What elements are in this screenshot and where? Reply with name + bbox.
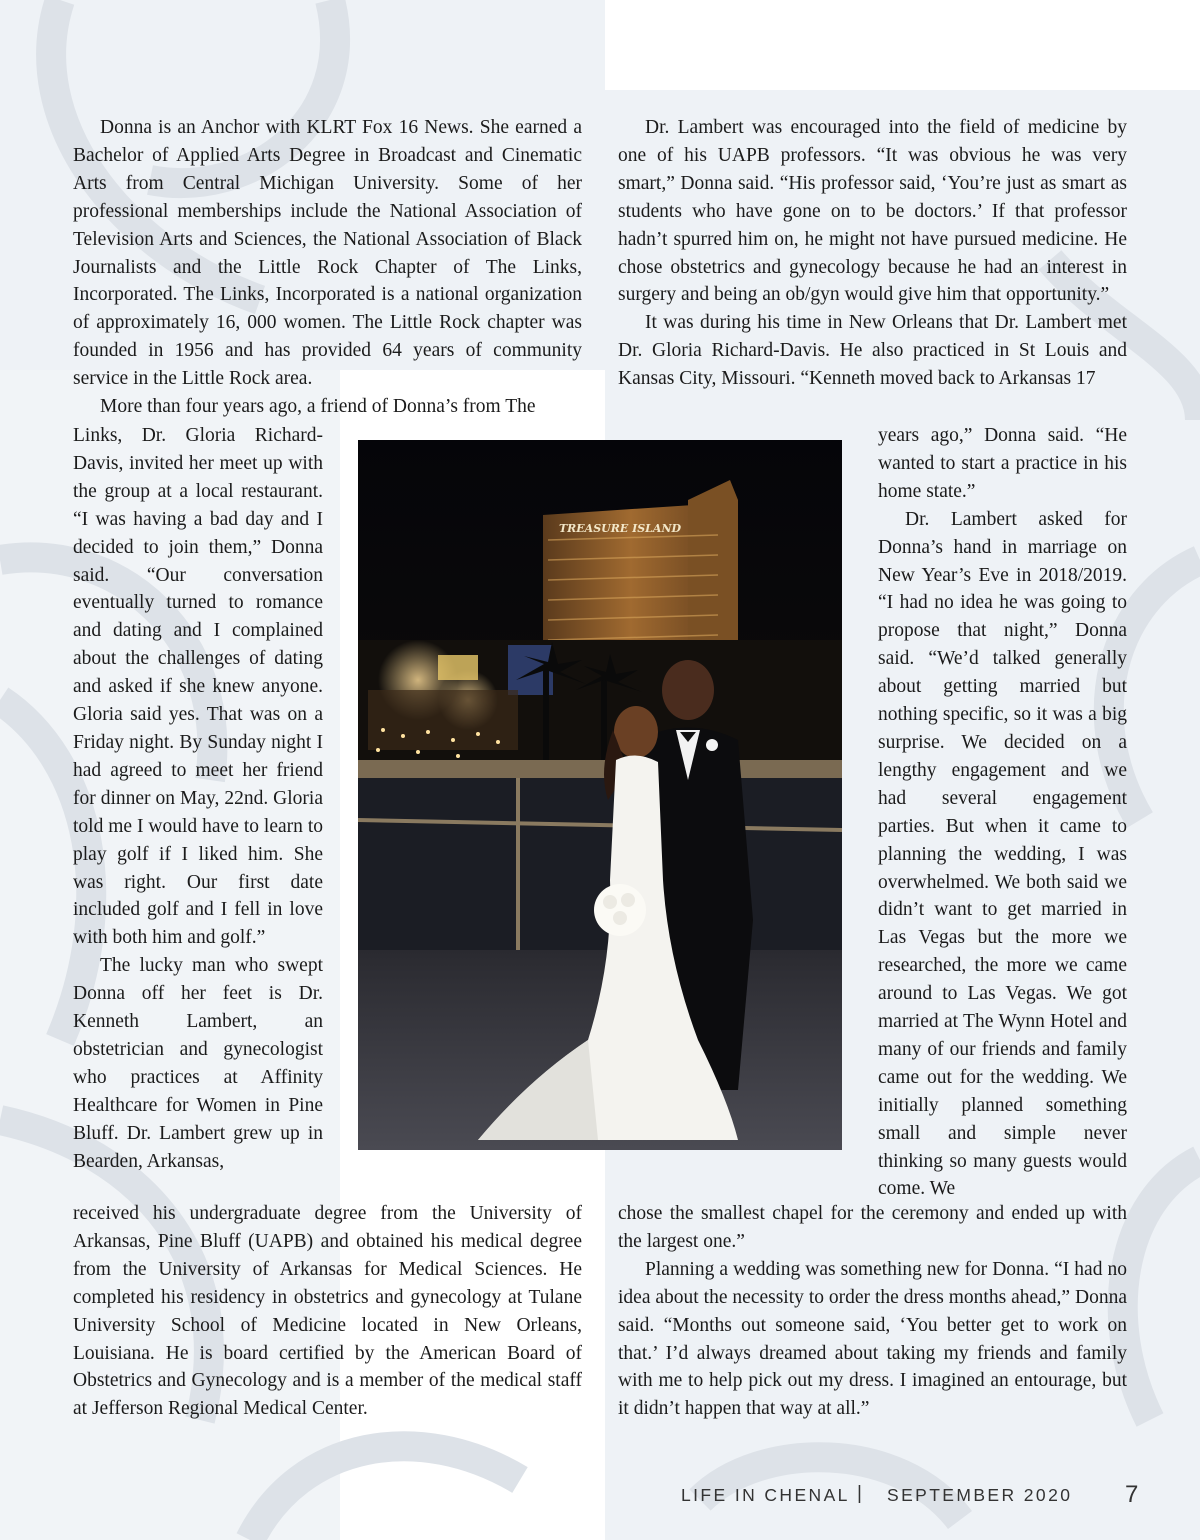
article-column-right-top xyxy=(618,114,1127,393)
paragraph-met-gloria-start: More than four years ago, a friend of Donna’s from The xyxy=(100,396,536,418)
issue-date: SEPTEMBER 2020 xyxy=(887,1485,1073,1505)
article-column-right-bottom xyxy=(618,1200,1127,1423)
hotel-sign-text: TREASURE ISLAND xyxy=(558,522,682,535)
article-column-left-bottom xyxy=(73,1200,582,1423)
paragraph-donna-anchor: Donna is an Anchor with KLRT Fox 16 News. She earned a Bachelor of Applied Arts Degree in Broadcast and Cinematic Arts from Central Michigan University. Some of her professional memberships include the National Association of Television Arts and Sciences, the National Association of Black Journalists and the Little Rock Chapter of The Links, Incorporated. The Links, Incorporated is a national organization of approximately 16, 000 women. The Little Rock chapter was founded in 1956 and has provided 64 years of community service in the Little Rock area. xyxy=(73,117,582,390)
footer-separator: | xyxy=(857,1483,862,1504)
paragraph-new-orleans-continued: years ago,” Donna said. “He wanted to start a practice in his home state.” xyxy=(878,425,1127,502)
paragraph-planning-wedding: Planning a wedding was something new for Donna. “I had no idea about the necessity to order the dress months ahead,” Donna said. “Months out someone said, ‘You better get to work on that.’ I’d always dreamed about taking my friends and family with me to help pick out my dress. I imagined an entourage, but it didn’t happen that way at all.” xyxy=(618,1258,1127,1420)
paragraph-new-orleans-start: It was during his time in New Orleans that Dr. Lambert met Dr. Gloria Richard-Davis. He also practiced in St Louis and Kansas City, Missouri. “Kenneth moved back to Arkansas 17 xyxy=(618,312,1127,390)
paragraph-proposal-continued: chose the smallest chapel for the ceremony and ended up with the largest one.” xyxy=(618,1203,1127,1252)
article-column-left-wrap xyxy=(73,422,323,1175)
wedding-photo xyxy=(358,440,842,1150)
page-number: 7 xyxy=(1125,1481,1139,1508)
paragraph-proposal-start: Dr. Lambert asked for Donna’s hand in marriage on New Year’s Eve in 2018/2019. “I had no idea he was going to propose that night,” Donna said. “We’d talked generally about getting married but nothing specific, so it was a big surprise. We decided on a lengthy engagement and we had several engagement parties. But when it came to planning the wedding, I was overwhelmed. We both said we didn’t want to get married in Las Vegas but the more we researched, the more we came around to Las Vegas. We got married at The Wynn Hotel and many of our friends and family came out for the wedding. We initially planned something small and simple never thinking so many guests would come. We xyxy=(878,508,1127,1200)
paragraph-encouraged-medicine: Dr. Lambert was encouraged into the field of medicine by one of his UAPB professors. “It was obvious he was very smart,” Donna said. “His professor said, ‘You’re just as smart as students who have gone on to be doctors.’ If that professor hadn’t spurred him on, he might not have pursued medicine. He chose obstetrics and gynecology because he had an interest in surgery and being an ob/gyn would give him that opportunity.” xyxy=(618,117,1127,306)
article-column-right-wrap xyxy=(878,422,1127,1203)
publication-name: LIFE IN CHENAL xyxy=(681,1485,850,1505)
article-column-left-top xyxy=(73,114,582,421)
paragraph-lucky-man-start: The lucky man who swept Donna off her feet is Dr. Kenneth Lambert, an obstetrician and gynecologist who practices at Affinity Healthcare for Women in Pine Bluff. Dr. Lambert grew up in Bearden, Arkansas, xyxy=(73,955,323,1172)
page-footer xyxy=(681,1482,1141,1512)
paragraph-met-gloria-continued: Links, Dr. Gloria Richard-Davis, invited her meet up with the group at a local restaurant. “I was having a bad day and I decided to join them,” Donna said. “Our conversation eventually turned to romance and dating and I complained about the challenges of dating and asked if she knew anyone. Gloria said yes. That was on a Friday night. By Sunday night I had agreed to meet her friend for dinner on May, 22nd. Gloria told me I would have to learn to play golf if I liked him. She was right. Our first date included golf and I fell in love with both him and golf.” xyxy=(73,425,323,949)
paragraph-lucky-man-continued: received his undergraduate degree from the University of Arkansas, Pine Bluff (UAPB) and obtained his medical degree from the University of Arkansas for Medical Sciences. He completed his residency in obstetrics and gynecology at Tulane University School of Medicine located in New Orleans, Louisiana. He is board certified by the American Board of Obstetrics and Gynecology and is a member of the medical staff at Jefferson Regional Medical Center. xyxy=(73,1203,582,1420)
